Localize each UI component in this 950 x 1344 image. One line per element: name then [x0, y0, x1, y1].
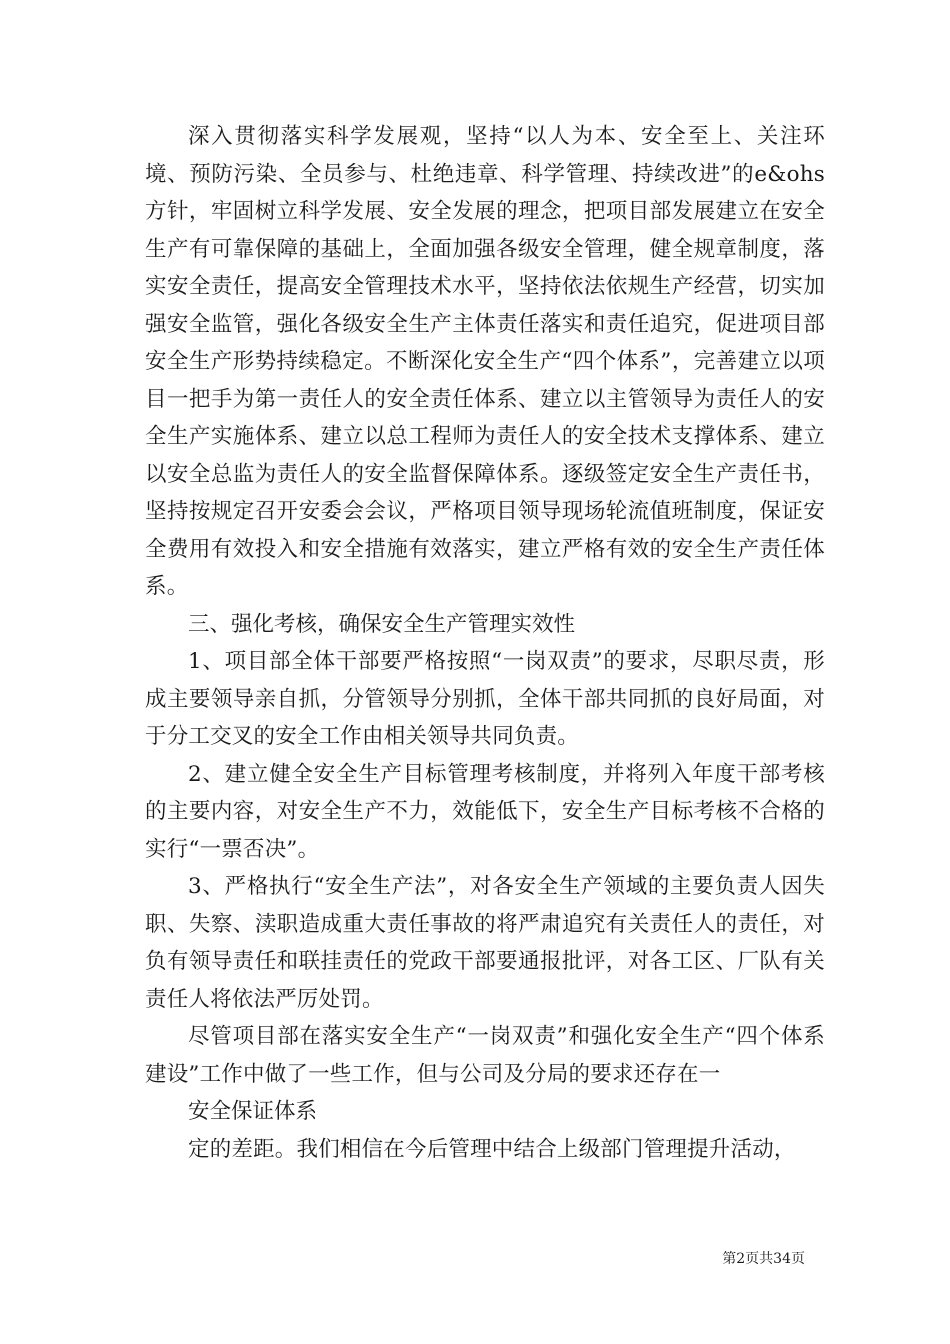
- section-heading-assessment: 三、强化考核，确保安全生产管理实效性: [188, 611, 576, 637]
- paragraph-item-2: 2、建立健全安全生产目标管理考核制度，并将列入年度干部考核的主要内容，对安全生产不力，效能低下，安全生产目标考核不合格的实行“一票否决”。: [145, 761, 825, 862]
- paragraph-continuation: 定的差距。我们相信在今后管理中结合上级部门管理提升活动，: [188, 1136, 796, 1162]
- paragraph-policy: 深入贯彻落实科学发展观，坚持“以人为本、安全至上、关注环境、预防污染、全员参与、杜绝违章、科学管理、持续改进”的e&ohs方针，牢固树立科学发展、安全发展的理念，把项目部发展建立在安全生产有可靠保障的基础上，全面加强各级安全管理，健全规章制度，落实安全责任，提高安全管理技术水平，坚持依法依规生产经营，切实加强安全监管，强化各级安全生产主体责任落实和责任追究，促进项目部安全生产形势持续稳定。不断深化安全生产“四个体系”，完善建立以项目一把手为第一责任人的安全责任体系、建立以主管领导为责任人的安全生产实施体系、建立以总工程师为责任人的安全技术支撑体系、建立以安全总监为责任人的安全监督保障体系。逐级签定安全生产责任书，坚持按规定召开安委会会议，严格项目领导现场轮流值班制度，保证安全费用有效投入和安全措施有效落实，建立严格有效的安全生产责任体系。: [145, 124, 825, 599]
- page-number: 第2页共34页: [722, 1251, 805, 1267]
- paragraph-item-3: 3、严格执行“安全生产法”，对各安全生产领域的主要负责人因失职、失察、渎职造成重大责任事故的将严肃追究有关责任人的责任，对负有领导责任和联挂责任的党政干部要通报批评，对各工区、厂队有关责任人将依法严厉处罚。: [145, 874, 825, 1012]
- paragraph-item-1: 1、项目部全体干部要严格按照“一岗双责”的要求，尽职尽责，形成主要领导亲自抓，分管领导分别抓，全体干部共同抓的良好局面，对于分工交叉的安全工作由相关领导共同负责。: [145, 649, 825, 749]
- paragraph-safety-system: 安全保证体系: [188, 1099, 318, 1124]
- paragraph-summary: 尽管项目部在落实安全生产“一岗双责”和强化安全生产“四个体系建设”工作中做了一些工作，但与公司及分局的要求还存在一: [145, 1024, 825, 1087]
- document-body: [145, 118, 825, 1168]
